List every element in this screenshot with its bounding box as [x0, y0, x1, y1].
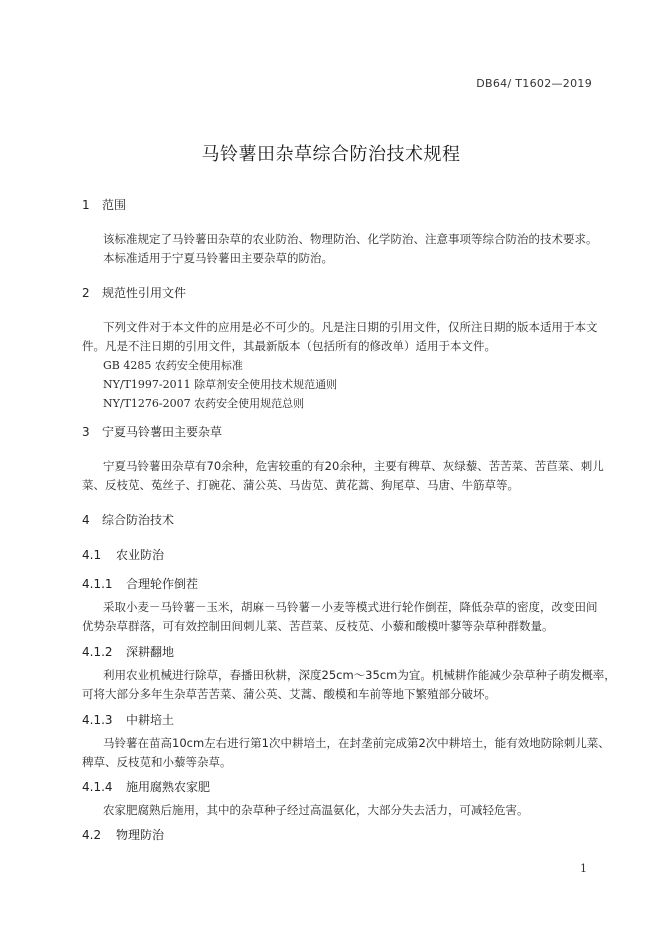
section-title: 物理防治 — [116, 828, 165, 842]
section-number: 4.1.4 — [82, 780, 113, 794]
paragraph-line: 宁夏马铃薯田杂草有70余种，危害较重的有20余种，主要有稗草、灰绿藜、苦苦菜、苦苣菜、刺儿 — [103, 459, 604, 473]
section-4-heading — [82, 511, 174, 528]
paragraph-line: 利用农业机械进行除草，春播田秋耕，深度25cm～35cm为宜。机械耕作能减少杂草种子萌发概率， — [103, 668, 616, 682]
subsection-4-1-heading — [82, 546, 164, 563]
section-title: 规范性引用文件 — [102, 286, 187, 300]
section-3-heading — [82, 423, 222, 440]
section-number: 4.1.3 — [82, 713, 113, 727]
section-number: 4.1 — [82, 548, 102, 562]
section-number: 3 — [82, 425, 90, 439]
reference-item: NY/T1276-2007 农药安全使用规范总则 — [103, 397, 305, 410]
section-title: 综合防治技术 — [102, 513, 175, 527]
subsection-4-1-3-heading — [82, 711, 174, 728]
section-number: 4.1.2 — [82, 645, 113, 659]
paragraph-line: 本标准适用于宁夏马铃薯田主要杂草的防治。 — [103, 251, 333, 265]
paragraph-line: 优势杂草群落，可有效控制田间刺儿菜、苦苣菜、反枝苋、小藜和酸模叶蓼等杂草种群数量。 — [82, 619, 554, 633]
document-title: 马铃薯田杂草综合防治技术规程 — [201, 144, 461, 165]
paragraph-line: 采取小麦－马铃薯－玉米，胡麻－马铃薯－小麦等模式进行轮作倒茬，降低杂草的密度，改变田间 — [103, 600, 598, 614]
subsection-4-1-1-heading — [82, 575, 198, 592]
section-title: 施用腐熟农家肥 — [126, 780, 211, 794]
section-title: 农业防治 — [116, 548, 165, 562]
paragraph-line: 下列文件对于本文件的应用是必不可少的。凡是注日期的引用文件，仅所注日期的版本适用于本文 — [103, 320, 598, 334]
paragraph-line: 农家肥腐熟后施用，其中的杂草种子经过高温氨化，大部分失去活力，可减轻危害。 — [103, 803, 529, 817]
section-title: 中耕培土 — [126, 713, 175, 727]
section-number: 2 — [82, 286, 90, 300]
paragraph-line: 菜、反枝苋、菟丝子、打碗花、蒲公英、马齿苋、黄花蒿、狗尾草、马唐、牛筋草等。 — [82, 478, 519, 492]
section-number: 4 — [82, 513, 90, 527]
subsection-4-1-4-heading — [82, 778, 210, 795]
reference-item: NY/T1997-2011 除草剂安全使用技术规范通则 — [103, 378, 338, 391]
section-title: 深耕翻地 — [126, 645, 175, 659]
paragraph-line: 可将大部分多年生杂草苦苦菜、蒲公英、艾蒿、酸模和车前等地下繁殖部分破坏。 — [82, 687, 496, 701]
section-title: 合理轮作倒茬 — [126, 577, 199, 591]
paragraph-line: 该标准规定了马铃薯田杂草的农业防治、物理防治、化学防治、注意事项等综合防治的技术要求。 — [103, 232, 598, 246]
section-title: 范围 — [102, 198, 127, 212]
paragraph-line: 件。凡是不注日期的引用文件，其最新版本（包括所有的修改单）适用于本文件。 — [82, 339, 496, 353]
section-1-heading — [82, 196, 126, 213]
paragraph-line: 马铃薯在苗高10cm左右进行第1次中耕培土，在封垄前完成第2次中耕培土，能有效地防除刺儿菜、 — [103, 736, 610, 750]
reference-item: GB 4285 农药安全使用标准 — [103, 359, 243, 372]
paragraph-line: 稗草、反枝苋和小藜等杂草。 — [82, 755, 232, 769]
section-number: 1 — [82, 198, 90, 212]
subsection-4-1-2-heading — [82, 643, 174, 660]
section-2-heading — [82, 284, 186, 301]
subsection-4-2-heading — [82, 826, 164, 843]
page-number: 1 — [580, 862, 587, 875]
section-number: 4.2 — [82, 828, 102, 842]
section-number: 4.1.1 — [82, 577, 113, 591]
standard-code: DB64/ T1602—2019 — [476, 77, 592, 90]
section-title: 宁夏马铃薯田主要杂草 — [102, 425, 223, 439]
